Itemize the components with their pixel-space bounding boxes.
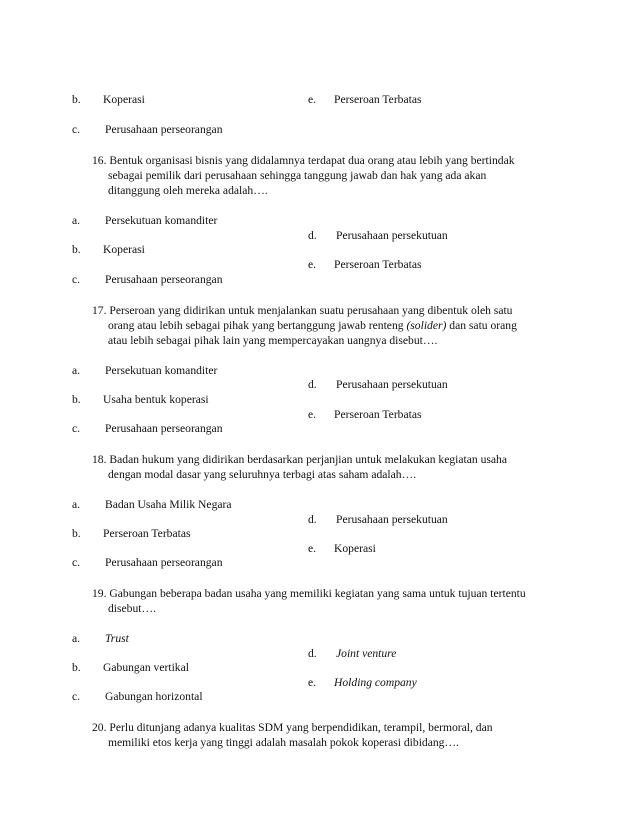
q16-option-letter-e: e.	[308, 258, 317, 271]
question-16-line-2: sebagai pemilik dari perusahaan sehingga tanggung jawab dan hak yang ada akan	[108, 169, 487, 182]
question-17-line-2-end: dan satu orang	[446, 319, 517, 332]
option-letter-e: e.	[308, 93, 317, 106]
q19-option-text-b: Gabungan vertikal	[103, 661, 189, 674]
option-text-e: Perseroan Terbatas	[334, 93, 422, 106]
q16-option-text-e: Perseroan Terbatas	[334, 258, 422, 271]
q18-option-letter-d: d.	[308, 513, 317, 526]
q18-option-letter-b: b.	[72, 527, 81, 540]
question-20-line-1: 20. Perlu ditunjang adanya kualitas SDM yang berpendidikan, terampil, bermoral, dan	[92, 721, 493, 734]
option-text-b: Koperasi	[103, 93, 145, 106]
q18-option-text-c: Perusahaan perseorangan	[105, 556, 223, 569]
q18-option-text-b: Perseroan Terbatas	[103, 527, 191, 540]
q16-option-text-a: Persekutuan komanditer	[105, 214, 218, 227]
q16-option-letter-b: b.	[72, 243, 81, 256]
option-letter-c: c.	[72, 123, 81, 136]
question-17-line-2-start: orang atau lebih sebagai pihak yang bertanggung jawab renteng	[108, 319, 407, 332]
q18-option-text-a: Badan Usaha Milik Negara	[105, 498, 232, 511]
q17-option-letter-d: d.	[308, 378, 317, 391]
q19-option-letter-a: a.	[72, 632, 81, 645]
q17-option-letter-a: a.	[72, 364, 81, 377]
q17-option-text-c: Perusahaan perseorangan	[105, 422, 223, 435]
q16-option-letter-d: d.	[308, 229, 317, 242]
q19-option-letter-b: b.	[72, 661, 81, 674]
question-18-line-2: dengan modal dasar yang seluruhnya terbagi atas saham adalah….	[108, 468, 417, 481]
q18-option-text-e: Koperasi	[334, 542, 376, 555]
q17-option-text-a: Persekutuan komanditer	[105, 364, 218, 377]
q19-option-letter-d: d.	[308, 647, 317, 660]
q19-option-letter-c: c.	[72, 690, 81, 703]
question-20-line-2: memiliki etos kerja yang tinggi adalah masalah pokok koperasi dibidang….	[108, 736, 459, 749]
option-letter-b: b.	[72, 93, 81, 106]
q19-option-text-a: Trust	[105, 632, 129, 645]
question-17-line-1: 17. Perseroan yang didirikan untuk menjalankan suatu perusahaan yang dibentuk oleh satu	[92, 304, 513, 317]
q18-option-letter-e: e.	[308, 542, 317, 555]
q16-option-letter-a: a.	[72, 214, 81, 227]
q18-option-letter-a: a.	[72, 498, 81, 511]
question-17-line-3: atau lebih sebagai pihak lain yang mempercayakan uangnya disebut….	[108, 334, 438, 347]
q16-option-text-b: Koperasi	[103, 243, 145, 256]
q17-option-letter-b: b.	[72, 393, 81, 406]
q19-option-text-c: Gabungan horizontal	[105, 690, 203, 703]
q19-option-letter-e: e.	[308, 676, 317, 689]
q17-option-text-d: Perusahaan persekutuan	[336, 378, 448, 391]
q18-option-text-d: Perusahaan persekutuan	[336, 513, 448, 526]
question-19-line-1: 19. Gabungan beberapa badan usaha yang memiliki kegiatan yang sama untuk tujuan tertentu	[92, 587, 526, 600]
q17-option-text-b: Usaha bentuk koperasi	[103, 393, 209, 406]
q16-option-text-c: Perusahaan perseorangan	[105, 273, 223, 286]
q17-option-text-e: Perseroan Terbatas	[334, 408, 422, 421]
question-16-line-3: ditanggung oleh mereka adalah….	[108, 184, 268, 197]
q18-option-letter-c: c.	[72, 556, 81, 569]
question-16-line-1: 16. Bentuk organisasi bisnis yang didalamnya terdapat dua orang atau lebih yang bertindak	[92, 154, 515, 167]
q16-option-text-d: Perusahaan persekutuan	[336, 229, 448, 242]
question-19-line-2: disebut….	[108, 602, 156, 615]
q19-option-text-d: Joint venture	[336, 647, 397, 660]
q19-option-text-e: Holding company	[334, 676, 417, 689]
q17-option-letter-c: c.	[72, 422, 81, 435]
question-18-line-1: 18. Badan hukum yang didirikan berdasarkan perjanjian untuk melakukan kegiatan usaha	[92, 453, 507, 466]
option-text-c: Perusahaan perseorangan	[105, 123, 223, 136]
question-17-line-2	[108, 319, 517, 333]
q16-option-letter-c: c.	[72, 273, 81, 286]
q17-option-letter-e: e.	[308, 408, 317, 421]
question-17-italic-term: (solider)	[406, 319, 447, 332]
